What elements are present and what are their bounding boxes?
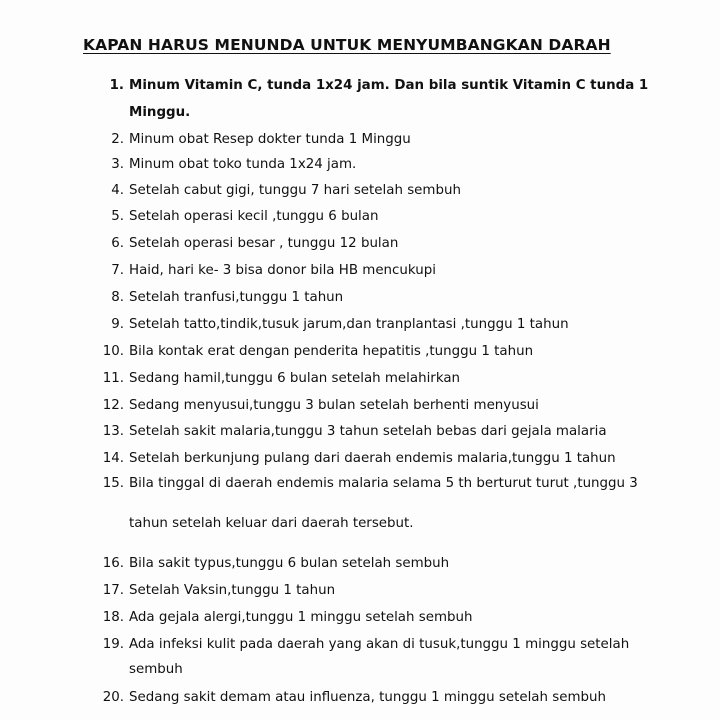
list-item-number: 5. (111, 209, 124, 224)
list-item-text: Setelah operasi besar , tunggu 12 bulan (129, 236, 399, 251)
list-item-number: 13. (102, 424, 124, 439)
list-item-number: 17. (102, 583, 124, 598)
document-title: KAPAN HARUS MENUNDA UNTUK MENYUMBANGKAN DARAH (83, 36, 611, 54)
list-item-text: Setelah berkunjung pulang dari daerah endemis malaria,tunggu 1 tahun (129, 451, 616, 466)
list-item-text: Setelah operasi kecil ,tunggu 6 bulan (129, 209, 379, 224)
list-item-text: Minum Vitamin C, tunda 1x24 jam. Dan bila suntik Vitamin C tunda 1 (129, 78, 649, 93)
list-item-text: Minum obat Resep dokter tunda 1 Minggu (129, 132, 411, 147)
list-item-number: 3. (111, 157, 124, 172)
list-item-text: Sedang menyusui,tunggu 3 bulan setelah berhenti menyusui (129, 398, 539, 413)
list-item-text: Setelah sakit malaria,tunggu 3 tahun setelah bebas dari gejala malaria (129, 424, 607, 439)
list-item-text: Setelah tatto,tindik,tusuk jarum,dan tranplantasi ,tunggu 1 tahun (129, 317, 569, 332)
list-item-number: 14. (102, 451, 124, 466)
list-item-text: Setelah Vaksin,tunggu 1 tahun (129, 583, 336, 598)
list-item-text: sembuh (129, 662, 183, 677)
list-item-text: Ada gejala alergi,tunggu 1 minggu setelah sembuh (129, 610, 473, 625)
list-item-text: Bila sakit typus,tunggu 6 bulan setelah sembuh (129, 556, 450, 571)
list-item-text: Sedang sakit demam atau influenza, tunggu 1 minggu setelah sembuh (129, 690, 606, 705)
list-item-number: 8. (111, 290, 124, 305)
list-item-number: 20. (102, 690, 124, 705)
list-item-number: 19. (102, 637, 124, 652)
list-item-text: Minum obat toko tunda 1x24 jam. (129, 157, 357, 172)
list-item-number: 18. (102, 610, 124, 625)
list-item-number: 10. (102, 344, 124, 359)
list-item-number: 2. (111, 132, 124, 147)
list-item-text: Bila tinggal di daerah endemis malaria selama 5 th berturut turut ,tunggu 3 (129, 476, 638, 491)
list-item-text: Bila kontak erat dengan penderita hepatitis ,tunggu 1 tahun (129, 344, 534, 359)
list-item-number: 6. (111, 236, 124, 251)
list-item-number: 4. (111, 183, 124, 198)
list-item-text: Ada infeksi kulit pada daerah yang akan di tusuk,tunggu 1 minggu setelah (129, 637, 630, 652)
list-item-number: 7. (111, 263, 124, 278)
list-item-text: Minggu. (129, 105, 191, 120)
list-item-number: 11. (102, 371, 124, 386)
list-item-number: 12. (102, 398, 124, 413)
list-item-text: Haid, hari ke- 3 bisa donor bila HB mencukupi (129, 263, 436, 278)
list-item-number: 9. (111, 317, 124, 332)
list-item-text: Setelah cabut gigi, tunggu 7 hari setelah sembuh (129, 183, 461, 198)
list-item-number: 1. (109, 78, 124, 93)
list-item-text: Sedang hamil,tunggu 6 bulan setelah melahirkan (129, 371, 461, 386)
list-item-number: 15. (102, 476, 124, 491)
list-item-text: Setelah tranfusi,tunggu 1 tahun (129, 290, 344, 305)
list-item-number: 16. (102, 556, 124, 571)
list-item-text: tahun setelah keluar dari daerah tersebut. (129, 516, 414, 531)
